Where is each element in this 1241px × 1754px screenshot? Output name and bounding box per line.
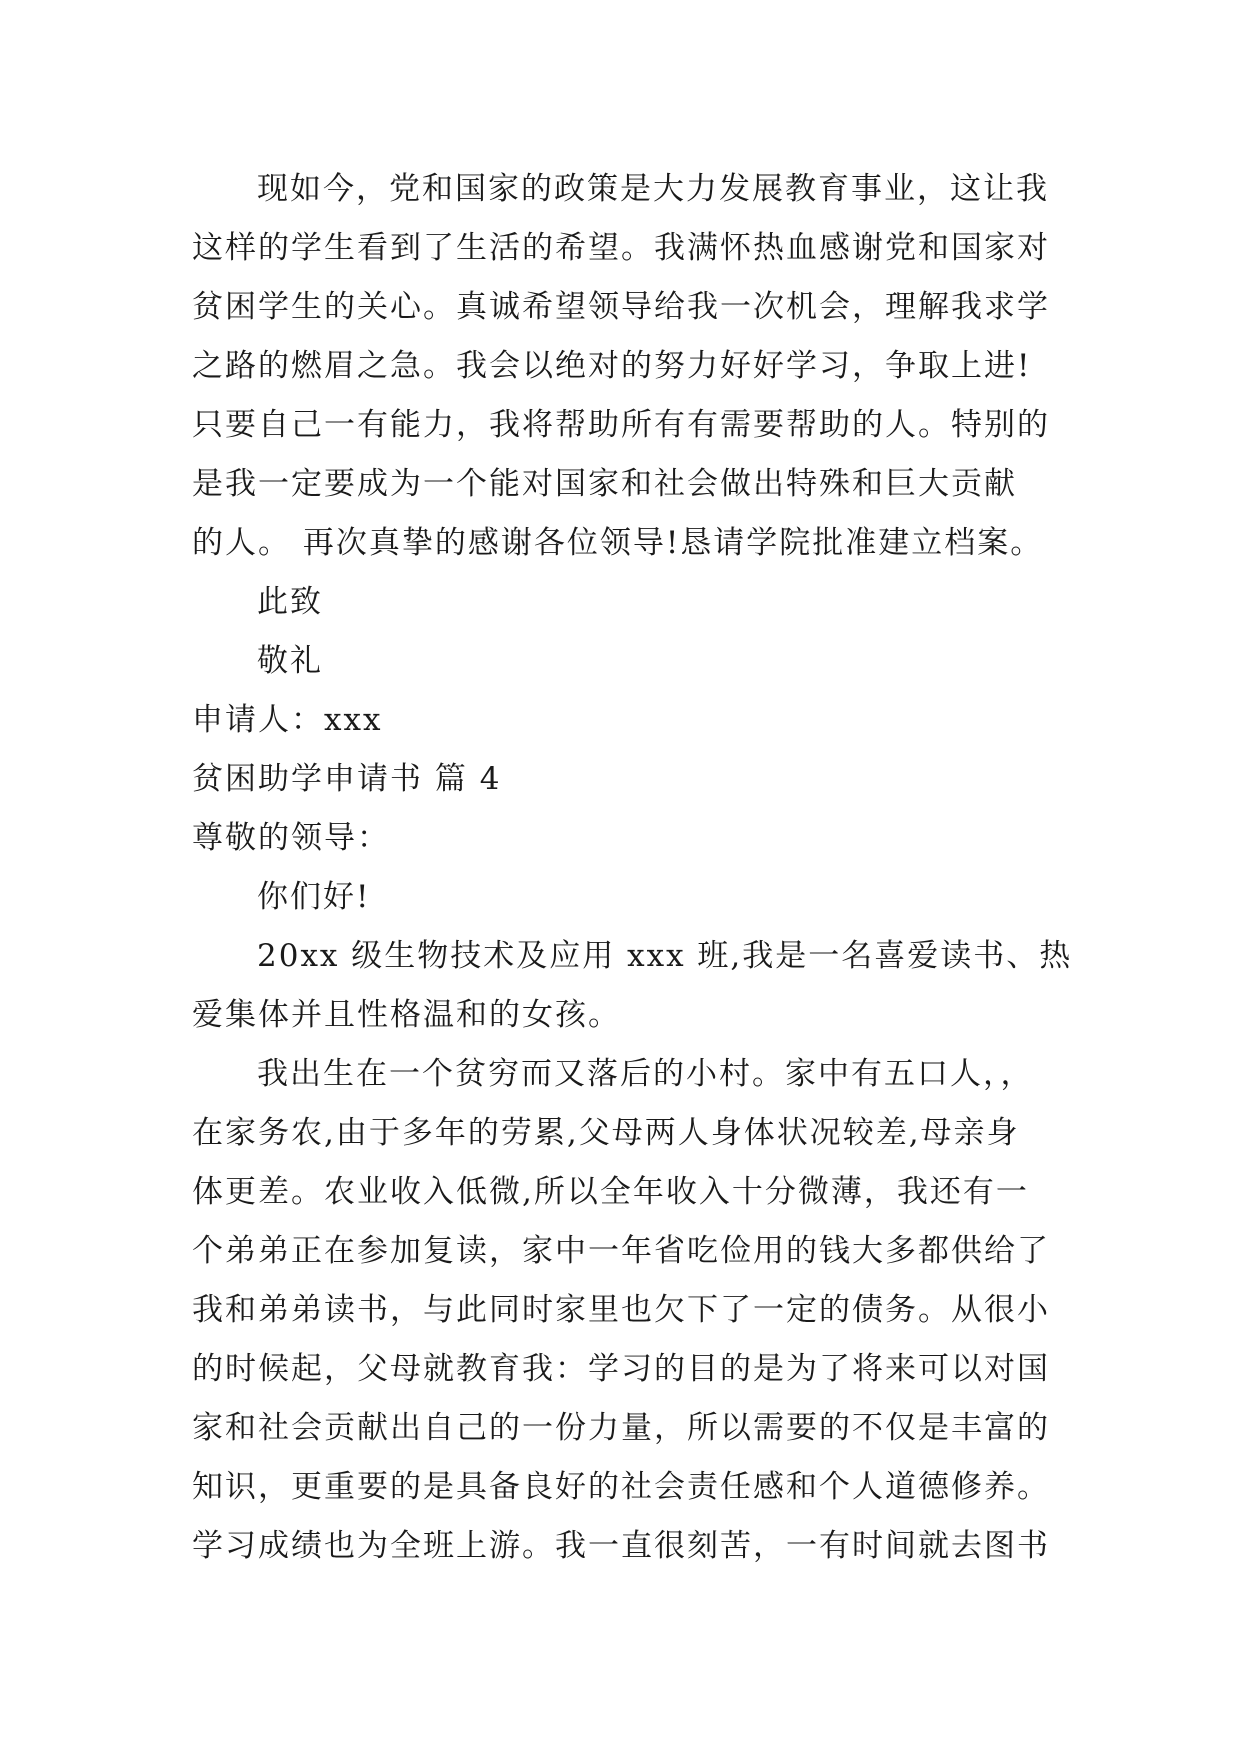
closing-salutation-1: 此致: [257, 584, 323, 620]
text-line-22: 家和社会贡献出自己的一份力量，所以需要的不仅是丰富的: [192, 1410, 1050, 1446]
text-line-18: 体更差。农业收入低微,所以全年收入十分微薄，我还有一: [192, 1174, 1029, 1210]
letter-hello: 你们好!: [257, 879, 371, 915]
document-body: [192, 160, 1072, 1576]
text-line-14: 20xx 级生物技术及应用 xxx 班,我是一名喜爱读书、热: [257, 938, 1073, 974]
text-line-24: 学习成绩也为全班上游。我一直很刻苦，一有时间就去图书: [192, 1528, 1050, 1564]
text-line-19: 个弟弟正在参加复读，家中一年省吃俭用的钱大多都供给了: [192, 1233, 1050, 1269]
letter-greeting: 尊敬的领导：: [192, 820, 390, 856]
text-line-7: 的人。 再次真挚的感谢各位领导!恳请学院批准建立档案。: [192, 525, 1044, 561]
text-line-5: 只要自己一有能力，我将帮助所有有需要帮助的人。特别的: [192, 407, 1050, 443]
text-line-1: 现如今，党和国家的政策是大力发展教育事业，这让我: [257, 171, 1049, 207]
text-line-3: 贫困学生的关心。真诚希望领导给我一次机会，理解我求学: [192, 289, 1050, 325]
text-line-15: 爱集体并且性格温和的女孩。: [192, 997, 621, 1033]
text-line-16: 我出生在一个贫穷而又落后的小村。家中有五口人，，: [257, 1056, 1034, 1092]
text-line-23: 知识，更重要的是具备良好的社会责任感和个人道德修养。: [192, 1469, 1050, 1505]
text-line-2: 这样的学生看到了生活的希望。我满怀热血感谢党和国家对: [192, 230, 1050, 266]
text-line-20: 我和弟弟读书，与此同时家里也欠下了一定的债务。从很小: [192, 1292, 1050, 1328]
text-line-17: 在家务农,由于多年的劳累,父母两人身体状况较差,母亲身: [192, 1115, 1020, 1151]
text-line-21: 的时候起，父母就教育我：学习的目的是为了将来可以对国: [192, 1351, 1050, 1387]
text-line-6: 是我一定要成为一个能对国家和社会做出特殊和巨大贡献: [192, 466, 1017, 502]
text-line-4: 之路的燃眉之急。我会以绝对的努力好好学习，争取上进!: [192, 348, 1032, 384]
section-heading: 贫困助学申请书 篇 4: [192, 761, 502, 797]
closing-salutation-2: 敬礼: [257, 643, 323, 679]
applicant-signature: 申请人：xxx: [192, 702, 383, 738]
